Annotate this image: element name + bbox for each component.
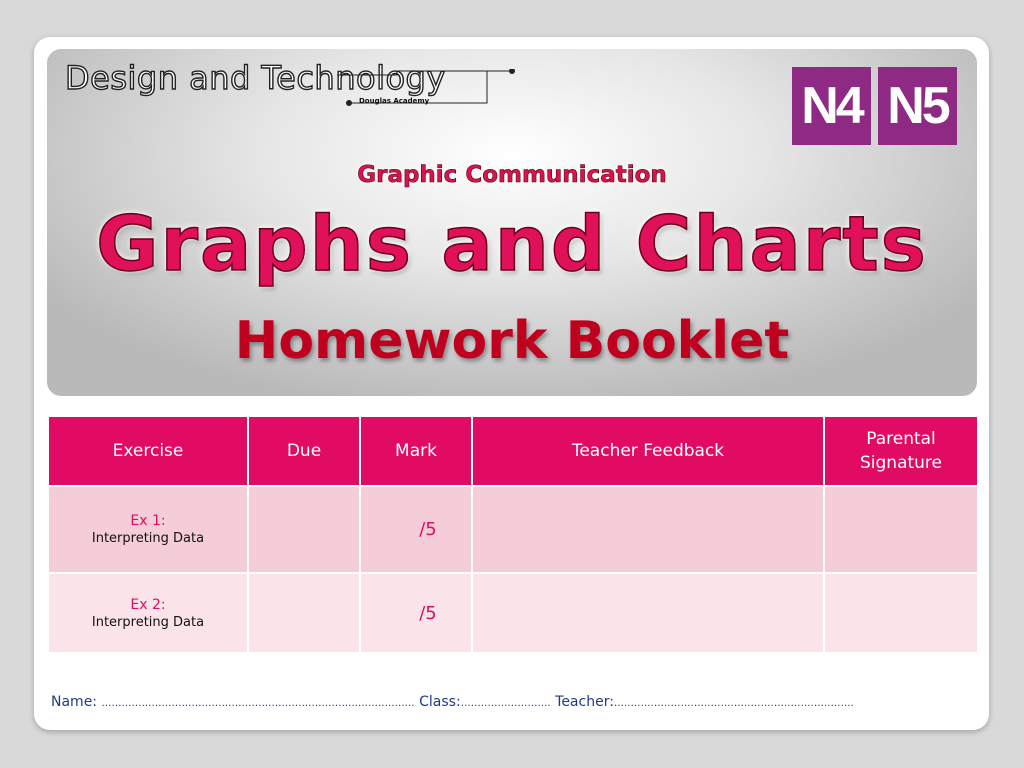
due-cell[interactable]: [248, 573, 360, 653]
class-field[interactable]: ………………………: [460, 698, 551, 709]
exercise-cell: [48, 486, 248, 573]
exercise-number: Ex 2:: [130, 596, 166, 613]
teacher-feedback-cell[interactable]: [472, 573, 824, 653]
department-logo-text: Design and Technology: [65, 59, 446, 97]
teacher-feedback-cell[interactable]: [472, 486, 824, 573]
column-header-due: Due: [248, 416, 360, 486]
parental-signature-cell[interactable]: [824, 486, 978, 573]
due-cell[interactable]: [248, 486, 360, 573]
column-header-teacher-feedback: Teacher Feedback: [472, 416, 824, 486]
exercise-number: Ex 1:: [130, 513, 166, 529]
teacher-field[interactable]: ………………………………………………………………: [613, 698, 854, 709]
mark-value: /5: [419, 519, 437, 540]
exercise-description: Interpreting Data: [91, 531, 205, 546]
table-header-row: [48, 416, 978, 486]
mark-cell[interactable]: [360, 573, 472, 653]
page-title: Graphs and Charts: [96, 199, 928, 288]
exercise-description: Interpreting Data: [91, 614, 205, 630]
mark-cell[interactable]: [360, 486, 472, 573]
page-subtitle: Homework Booklet: [234, 311, 790, 371]
table-row: [48, 486, 978, 573]
name-field[interactable]: ………………………………………………………………….………………: [101, 698, 415, 709]
column-header-parental-signature: [824, 416, 978, 486]
teacher-label: Teacher:: [555, 694, 614, 710]
level-badge-n4: N4: [792, 67, 871, 145]
table-row: [48, 573, 978, 653]
column-header-mark: Mark: [360, 416, 472, 486]
parental-signature-cell[interactable]: [824, 573, 978, 653]
homework-table: [47, 415, 979, 654]
school-name: Douglas Academy: [359, 97, 430, 105]
column-header-exercise: Exercise: [48, 416, 248, 486]
subject-heading: Graphic Communication: [357, 162, 667, 188]
mark-value: /5: [419, 602, 437, 624]
name-label: Name:: [51, 694, 98, 710]
title-banner: [47, 49, 977, 396]
exercise-cell: [48, 573, 248, 653]
parental-signature-label: Parental Signature: [859, 429, 942, 473]
level-badge-n5: N5: [878, 67, 957, 145]
student-details-line: [51, 694, 976, 710]
class-label: Class:: [419, 694, 461, 710]
